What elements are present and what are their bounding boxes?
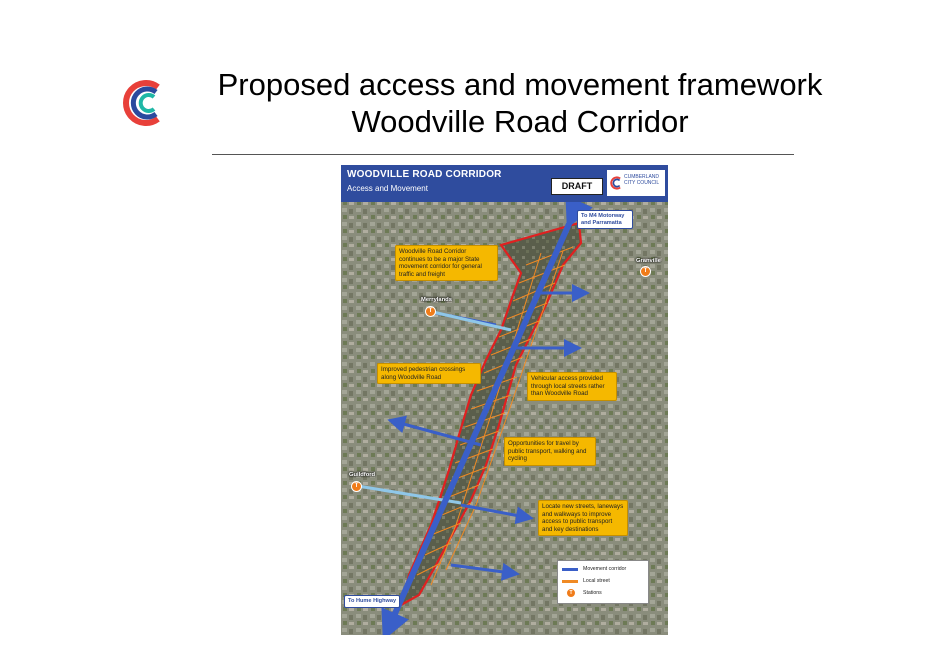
map-subtitle: Access and Movement — [347, 184, 428, 193]
place-merrylands: Merrylands — [421, 297, 452, 303]
map-title: WOODVILLE ROAD CORRIDOR — [347, 169, 502, 180]
callout-movement-corridor: Woodville Road Corridor continues to be a major State movement corridor for general traffic and freight — [395, 245, 498, 281]
callout-vehicular-access: Vehicular access provided through local streets rather than Woodville Road — [527, 372, 617, 401]
legend-label-movement: Movement corridor — [583, 566, 627, 572]
legend-station-icon: T — [566, 588, 576, 598]
callout-pedestrian-crossings: Improved pedestrian crossings along Woodville Road — [377, 363, 481, 384]
station-merrylands-icon: T — [425, 306, 436, 317]
place-granville: Granville — [636, 258, 661, 264]
council-name — [624, 174, 659, 186]
title-line-2: Woodville Road Corridor — [351, 104, 689, 139]
destination-south: To Hume Highway — [344, 595, 400, 608]
page-title — [170, 66, 870, 140]
station-granville-icon: T — [640, 266, 651, 277]
callout-new-streets: Locate new streets, laneways and walkways to improve access to public transport and key destinations — [538, 500, 628, 536]
legend-swatch-local — [562, 580, 578, 583]
title-divider — [212, 154, 794, 155]
legend-swatch-movement — [562, 568, 578, 571]
map-legend — [557, 560, 649, 604]
title-line-1: Proposed access and movement framework — [217, 67, 823, 102]
draft-badge: DRAFT — [551, 178, 603, 195]
council-line-2: CITY COUNCIL — [624, 180, 660, 186]
cumberland-logo-icon — [118, 75, 168, 131]
callout-public-transport: Opportunities for travel by public transport, walking and cycling — [504, 437, 596, 466]
corridor-map — [341, 165, 668, 635]
place-guildford: Guildford — [349, 472, 376, 478]
station-guildford-icon: T — [351, 481, 362, 492]
council-logo — [607, 170, 665, 196]
council-line-1: CUMBERLAND — [624, 174, 660, 180]
legend-label-local: Local street — [583, 578, 610, 584]
council-logo-icon — [609, 174, 623, 192]
destination-north: To M4 Motorway and Parramatta — [577, 210, 633, 229]
legend-label-stations: Stations — [583, 590, 602, 596]
